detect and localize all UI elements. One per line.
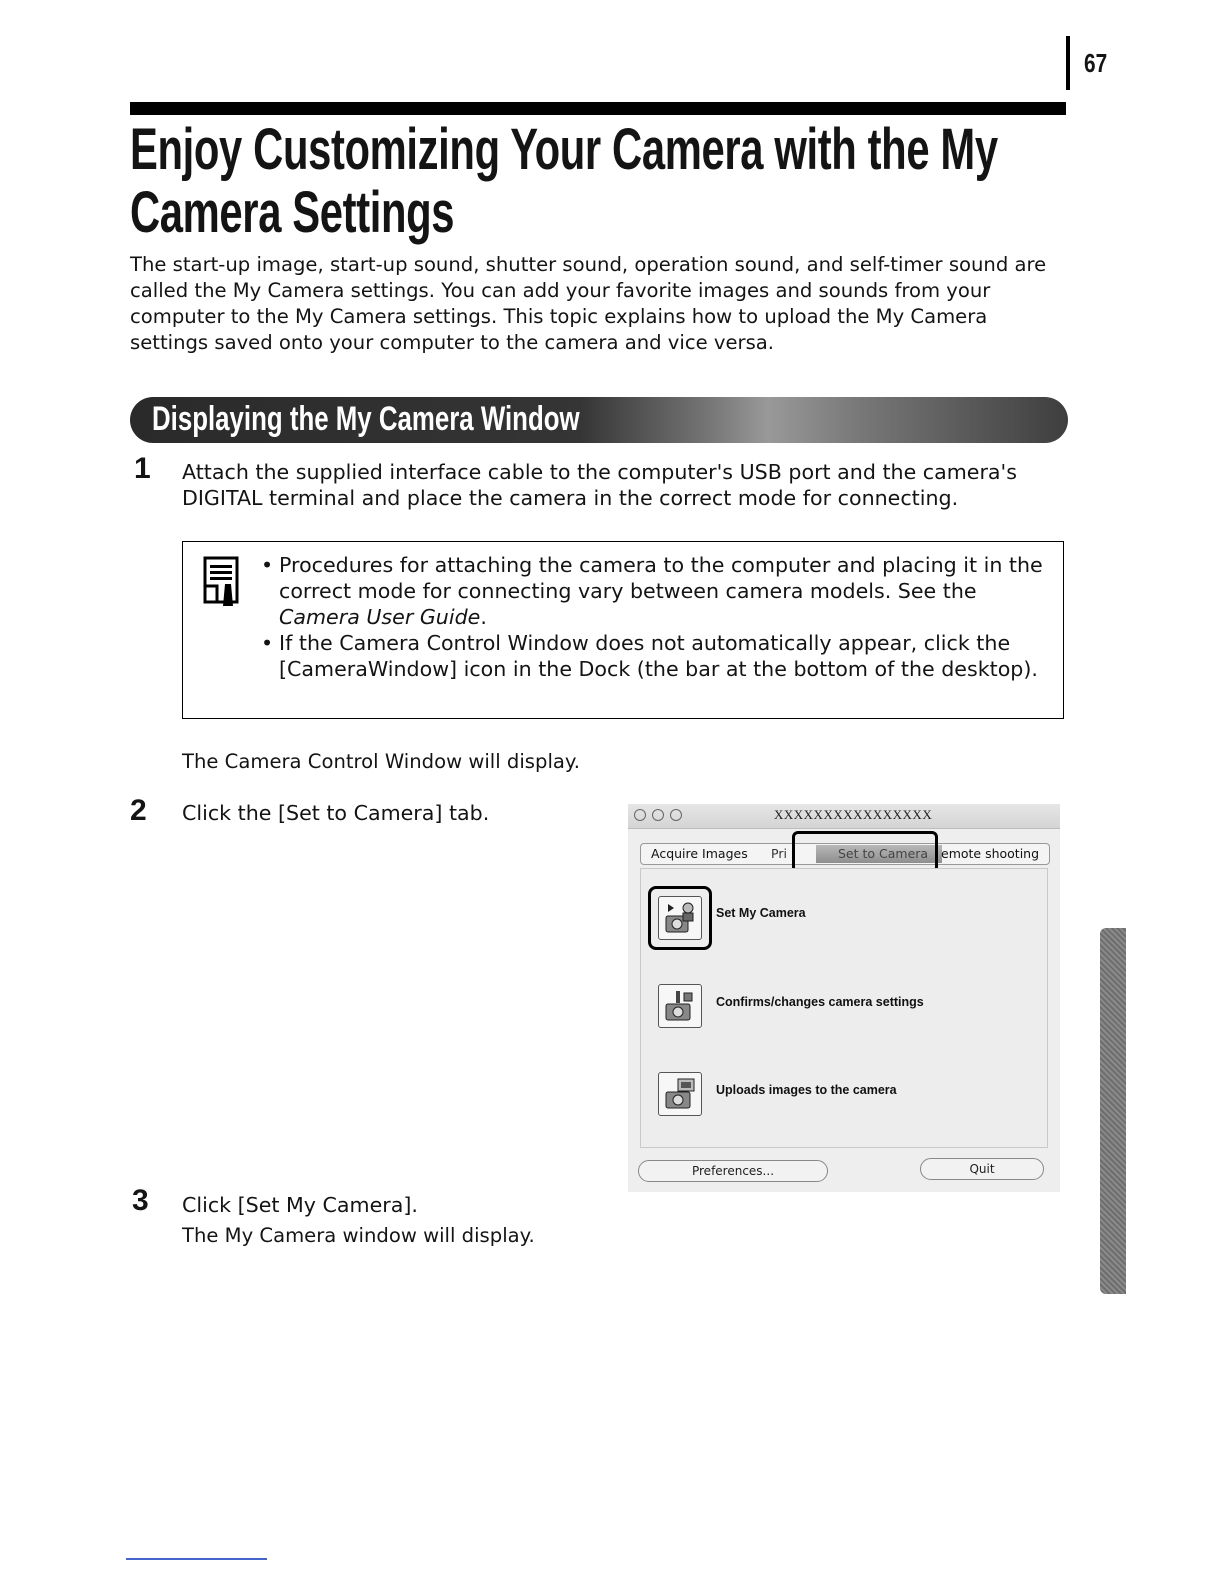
window-title: XXXXXXXXXXXXXXXX (774, 807, 933, 822)
page-title (130, 118, 1066, 244)
memo-icon (203, 556, 243, 608)
window-titlebar (628, 804, 1060, 829)
page-title-line-2: Camera Settings (130, 180, 455, 245)
step-1-text: Attach the supplied interface cable to the computer's USB port and the camera's DIGITAL terminal and place the camera in the correct mode for connecting. (182, 460, 1017, 510)
step-1-result: The Camera Control Window will display. (182, 750, 580, 773)
tab-remote-shooting[interactable]: emote shooting (941, 846, 1040, 861)
zoom-window-icon[interactable] (670, 809, 682, 821)
page-title-line-1: Enjoy Customizing Your Camera with the My (130, 117, 998, 182)
page-number-divider (1066, 36, 1070, 90)
note-item: • If the Camera Control Window does not automatically appear, click the [CameraWindow] icon in the Dock (the bar at the bottom of the desktop). (261, 630, 1051, 682)
set-my-camera-button[interactable] (658, 896, 702, 940)
step-2-number: 2 (130, 794, 147, 827)
camera-settings-button[interactable] (658, 984, 702, 1028)
footer-rule (126, 1558, 267, 1560)
quit-button[interactable]: Quit (920, 1158, 1044, 1180)
section-banner (130, 397, 1068, 443)
upload-images-label[interactable]: Uploads images to the camera (716, 1083, 897, 1097)
page-number: 67 (1084, 48, 1108, 78)
note-box (182, 541, 1064, 719)
upload-images-button[interactable] (658, 1072, 702, 1116)
close-window-icon[interactable] (634, 809, 646, 821)
step-2-text: Click the [Set to Camera] tab. (182, 801, 490, 825)
step-3-text: Click [Set My Camera]. (182, 1193, 418, 1217)
chapter-side-tab (1100, 928, 1126, 1294)
minimize-window-icon[interactable] (652, 809, 664, 821)
title-rule (130, 102, 1066, 115)
note-item (261, 552, 1051, 630)
set-my-camera-label[interactable]: Set My Camera (716, 906, 806, 920)
step-1-number: 1 (134, 452, 151, 485)
note-item-1-end: . (480, 605, 487, 629)
upload-images-icon (662, 1076, 698, 1112)
intro-paragraph: The start-up image, start-up sound, shutter sound, operation sound, and self-timer sound are called the My Camera settings. You can add your favorite images and sounds from your computer to the My Camera settings. This topic explains how to upload the My Camera settings saved onto your computer to the camera and vice versa. (130, 253, 1047, 354)
step-3-result: The My Camera window will display. (182, 1224, 535, 1247)
note-list (261, 552, 1051, 682)
tab-set-to-camera-label: Set to Camera (838, 846, 929, 861)
step-3-number: 3 (132, 1184, 149, 1217)
camera-user-guide-ref: Camera User Guide (279, 605, 481, 629)
note-item-1-text: Procedures for attaching the camera to the computer and placing it in the correct mode for connecting vary between camera models. See the (279, 553, 1043, 603)
preferences-button[interactable]: Preferences... (638, 1160, 828, 1182)
camera-settings-label[interactable]: Confirms/changes camera settings (716, 995, 924, 1009)
camera-settings-icon (662, 988, 698, 1024)
my-camera-icon (662, 900, 698, 936)
camera-control-window-screenshot (628, 804, 1060, 1192)
tab-acquire-images[interactable]: Acquire Images (651, 846, 748, 861)
section-heading: Displaying the My Camera Window (152, 400, 580, 438)
tab-print[interactable]: Pri (771, 846, 787, 861)
set-to-camera-highlight (792, 831, 938, 873)
